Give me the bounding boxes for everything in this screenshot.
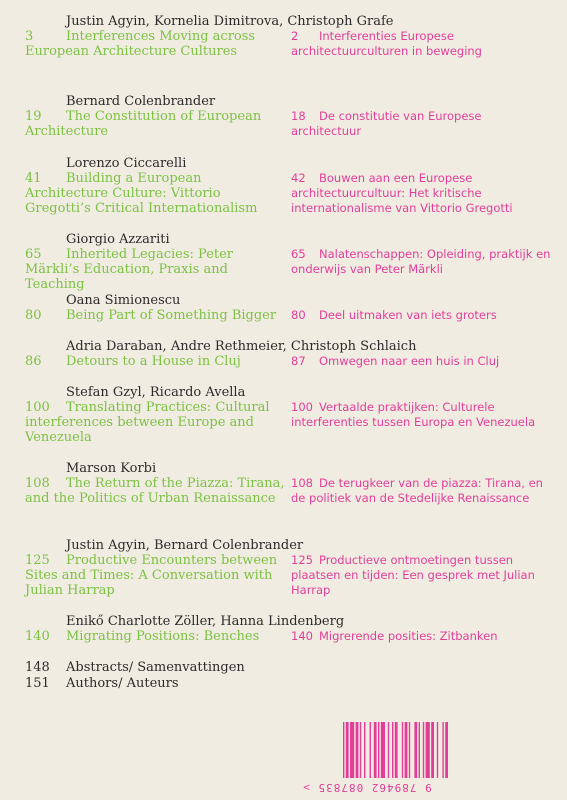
entry-authors: Marson Korbi — [66, 461, 157, 476]
barcode-bar — [445, 722, 448, 778]
page-number: 125 — [291, 553, 313, 567]
page-number: 108 — [25, 476, 50, 491]
barcode-bar — [346, 722, 349, 778]
entry-authors: Bernard Colenbrander — [66, 94, 216, 109]
entry-title: Authors/ Auteurs — [66, 676, 179, 691]
barcode-bar — [378, 722, 379, 778]
entry-dutch — [291, 29, 551, 59]
entry-english — [25, 553, 287, 598]
entry-dutch — [291, 476, 551, 506]
entry-title: Detours to a House in Cluj — [66, 354, 241, 369]
entry-title: Building a European Architecture Culture: Vittorio Gregotti’s Critical Internationalism — [25, 171, 258, 216]
entry-authors: Justin Agyin, Bernard Colenbrander — [66, 538, 304, 553]
entry-authors: Lorenzo Ciccarelli — [66, 156, 187, 171]
entry-title: Nalatenschappen: Opleiding, praktijk en onderwijs van Peter Märkli — [291, 247, 551, 276]
entry-title: Interferences Moving across European Architecture Cultures — [25, 29, 256, 59]
entry-dutch — [291, 308, 551, 323]
barcode-bar — [423, 722, 424, 778]
page-number: 87 — [291, 354, 306, 368]
entry-title: Inherited Legacies: Peter Märkli’s Education, Praxis and Teaching — [25, 247, 234, 292]
entry-dutch — [291, 400, 551, 430]
entry-english — [25, 171, 287, 216]
page-number: 65 — [25, 247, 42, 262]
entry-dutch — [291, 247, 551, 277]
page-number: 2 — [291, 29, 299, 43]
entry-title: Bouwen aan een Europese architectuurcultuur: Het kritische internationalisme van Vittorio Gregotti — [291, 171, 513, 215]
entry-title: Being Part of Something Bigger — [66, 308, 277, 323]
barcode-bar — [392, 722, 393, 778]
entry-title: Abstracts/ Samenvattingen — [66, 660, 245, 675]
barcode-bar — [360, 722, 361, 778]
page-number: 151 — [25, 676, 50, 691]
entry-english — [25, 629, 287, 644]
entry-dutch — [291, 109, 551, 139]
page-number: 100 — [291, 400, 313, 414]
barcode-bar — [388, 722, 389, 778]
page-number: 80 — [25, 308, 42, 323]
page-number: 100 — [25, 400, 50, 415]
entry-dutch — [291, 629, 551, 644]
entry-authors: Enikő Charlotte Zöller, Hanna Lindenberg — [66, 614, 345, 629]
barcode-bar — [419, 722, 420, 778]
entry-dutch — [291, 354, 551, 369]
entry-title: Migrerende posities: Zitbanken — [319, 629, 498, 643]
barcode-bar — [402, 722, 403, 778]
back-matter-entry — [25, 660, 245, 675]
page-number: 86 — [25, 354, 42, 369]
entry-title: Vertaalde praktijken: Culturele interferenties tussen Europa en Venezuela — [291, 400, 536, 429]
entry-title: De constitutie van Europese architectuur — [291, 109, 482, 138]
entry-title: Interferenties Europese architectuurculturen in beweging — [291, 29, 482, 58]
barcode-bars — [286, 722, 448, 778]
page-number: 125 — [25, 553, 50, 568]
isbn-barcode — [282, 722, 452, 794]
entry-title: Migrating Positions: Benches — [66, 629, 260, 644]
back-matter-entry — [25, 676, 179, 691]
barcode-bar — [374, 722, 377, 778]
entry-authors: Oana Simionescu — [66, 293, 181, 308]
entry-english — [25, 354, 287, 369]
barcode-bar — [364, 722, 365, 778]
barcode-bar — [395, 722, 398, 778]
barcode-bar — [370, 722, 371, 778]
page-number: 108 — [291, 476, 313, 490]
entry-english — [25, 29, 287, 59]
entry-dutch — [291, 171, 551, 216]
entry-authors: Adria Daraban, Andre Rethmeier, Christoph Schlaich — [66, 339, 417, 354]
entry-english — [25, 476, 287, 506]
barcode-bar — [350, 722, 354, 778]
entry-title: Productieve ontmoetingen tussen plaatsen en tijden: Een gesprek met Julian Harrap — [291, 553, 535, 597]
barcode-bar — [426, 722, 430, 778]
barcode-bar — [437, 722, 438, 778]
entry-title: The Constitution of European Architecture — [25, 109, 262, 139]
page-number: 140 — [291, 629, 313, 643]
barcode-bar — [343, 722, 344, 778]
page-number: 42 — [291, 171, 306, 185]
barcode-bar — [356, 722, 359, 778]
barcode-bar — [414, 722, 417, 778]
page-number: 65 — [291, 247, 306, 261]
page-number: 148 — [25, 660, 50, 675]
barcode-bar — [442, 722, 443, 778]
entry-title: De terugkeer van de piazza: Tirana, en de politiek van de Stedelijke Renaissance — [291, 476, 543, 505]
entry-english — [25, 109, 287, 139]
barcode-digits: 9 789462 087835 > — [302, 781, 432, 794]
entry-english — [25, 247, 287, 292]
page-number: 80 — [291, 308, 306, 322]
barcode-bar — [409, 722, 410, 778]
entry-title: Omwegen naar een huis in Cluj — [319, 354, 500, 368]
entry-dutch — [291, 553, 551, 598]
page-number: 3 — [25, 29, 34, 44]
page-number: 140 — [25, 629, 50, 644]
entry-english — [25, 308, 287, 323]
barcode-bar — [381, 722, 385, 778]
entry-title: The Return of the Piazza: Tirana, and the Politics of Urban Renaissance — [25, 476, 285, 506]
entry-title: Translating Practices: Cultural interferences between Europe and Venezuela — [25, 400, 270, 445]
entry-title: Productive Encounters between Sites and Times: A Conversation with Julian Harrap — [25, 553, 278, 598]
entry-english — [25, 400, 287, 445]
barcode-bar — [405, 722, 408, 778]
entry-title: Deel uitmaken van iets groters — [319, 308, 497, 322]
barcode-bar — [431, 722, 434, 778]
entry-authors: Justin Agyin, Kornelia Dimitrova, Christoph Grafe — [66, 14, 394, 29]
page-number: 19 — [25, 109, 42, 124]
entry-authors: Stefan Gzyl, Ricardo Avella — [66, 385, 246, 400]
entry-authors: Giorgio Azzariti — [66, 232, 170, 247]
page-number: 18 — [291, 109, 306, 123]
page-number: 41 — [25, 171, 42, 186]
